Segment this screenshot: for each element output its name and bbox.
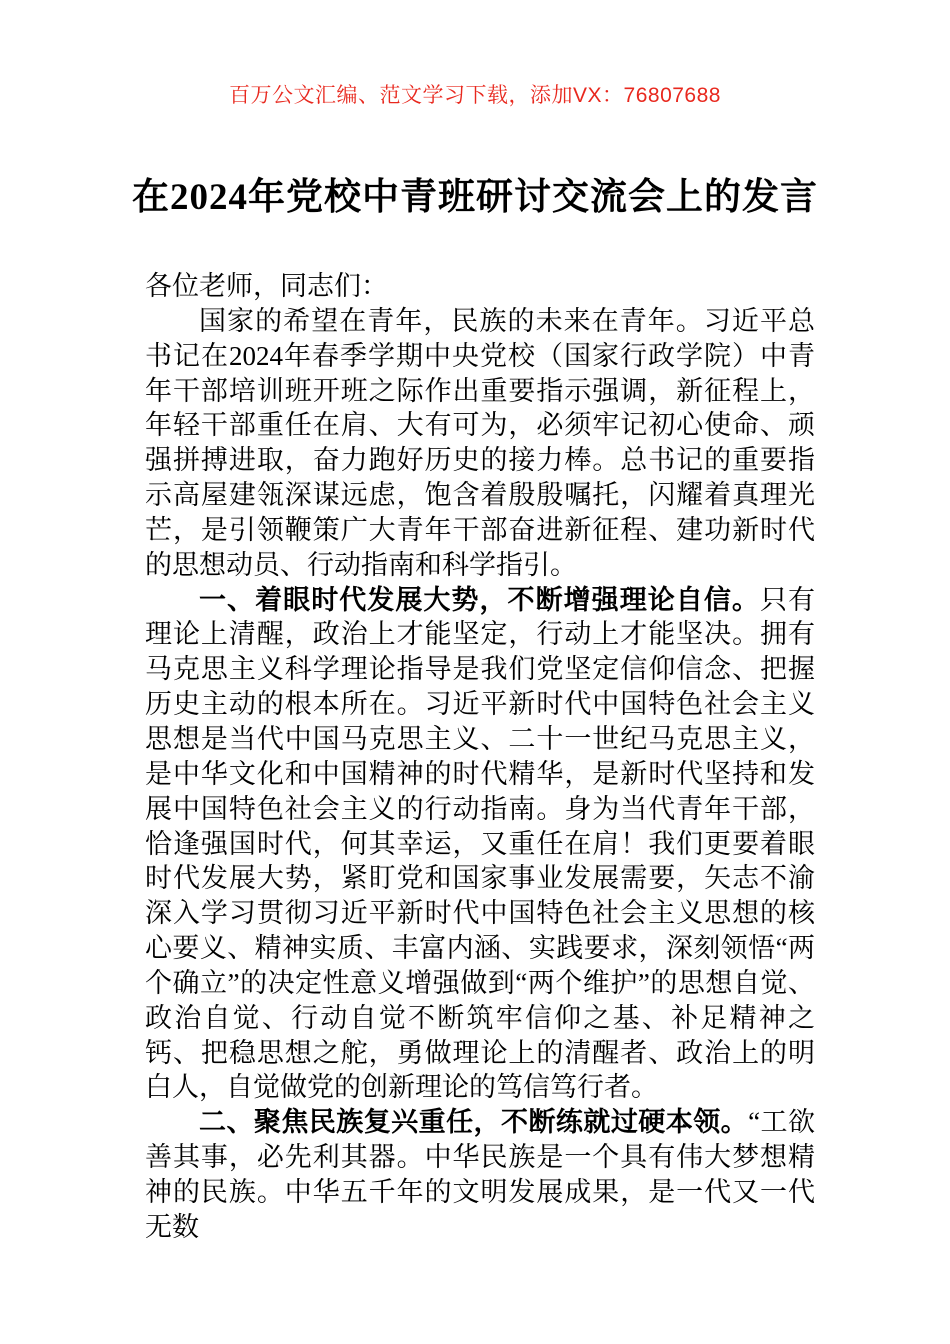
doc-title: 在2024年党校中青班研讨交流会上的发言 — [132, 177, 818, 218]
salutation: 各位老师，同志们： — [145, 271, 388, 301]
paragraph-text: 国家的希望在青年，民族的未来在青年。习近平总书记在2024年春季学期中央党校（国家行政学院）中青年干部培训班开班之际作出重要指示强调，新征程上，年轻干部重任在肩、大有可为，必须牢记初心使命、顽强拼搏进取，奋力跑好历史的接力棒。总书记的重要指示高屋建瓴深谋远虑，饱含着殷殷嘱托，闪耀着真理光芒，是引领鞭策广大青年干部奋进新征程、建功新时代的思想动员、行动指南和科学指引。 — [145, 305, 815, 580]
doc-body — [145, 269, 815, 1245]
paragraph-text: “工欲善其事，必先利其器。中华民族是一个具有伟大梦想精神的民族。中华五千年的文明发展成果，是一代又一代无数 — [145, 1107, 816, 1242]
paragraph — [145, 583, 815, 1106]
header-notice: 百万公文汇编、范文学习下载，添加VX：76807688 — [229, 84, 721, 107]
paragraph — [145, 304, 815, 583]
paragraph-text: 只有理论上清醒，政治上才能坚定，行动上才能坚决。拥有马克思主义科学理论指导是我们党坚定信仰信念、把握历史主动的根本所在。习近平新时代中国特色社会主义思想是当代中国马克思主义、二十一世纪马克思主义，是中华文化和中国精神的时代精华，是新时代坚持和发展中国特色社会主义的行动指南。身为当代青年干部，恰逢强国时代，何其幸运，又重任在肩！我们更要着眼时代发展大势，紧盯党和国家事业发展需要，矢志不渝深入学习贯彻习近平新时代中国特色社会主义思想的核心要义、精神实质、丰富内涵、实践要求，深刻领悟“两个确立”的决定性意义增强做到“两个维护”的思想自觉、政治自觉、行动自觉不断筑牢信仰之基、补足精神之钙、把稳思想之舵，勇做理论上的清醒者、政治上的明白人，自觉做党的创新理论的笃信笃行者。 — [145, 584, 816, 1103]
paragraph — [145, 1105, 815, 1244]
section-heading-1: 一、着眼时代发展大势，不断增强理论自信。 — [199, 584, 760, 615]
section-heading-2: 二、聚焦民族复兴重任，不断练就过硬本领。 — [199, 1107, 749, 1138]
